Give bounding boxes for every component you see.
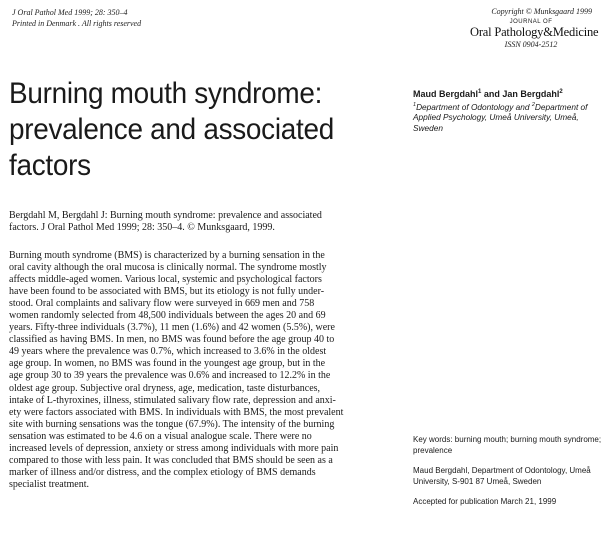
author-names <box>413 86 598 100</box>
correspondence-address: Maud Bergdahl, Department of Odontology, Umeå University, S-901 87 Umeå, Sweden <box>413 466 591 486</box>
author-2: Jan Bergdahl <box>502 89 560 99</box>
journal-name: Oral Pathology&Medicine <box>470 25 599 39</box>
issn: ISSN 0904-2512 <box>504 40 558 49</box>
copyright-notice: Copyright © Munksgaard 1999 <box>491 7 592 16</box>
abstract-text: Burning mouth syndrome (BMS) is characterized by a burning sensation in the oral cavity although the oral mucosa is clinically normal. The syndrome mostly affects middle-aged women. Various local, systemic and psychological factors have been found to be associated with BMS, but its etiology is not fully under- stood. Oral complaints and salivary flow were surveyed in 669 men and 758 women randomly selected from 48,500 individuals between the ages 20 and 69 years. Fifty-three individuals (3.7%), 11 men (1.6%) and 42 women (5.5%), were classified as having BMS. In men, no BMS was found before the age group 40 to 49 years where the prevalence was 0.7%, which increased to 3.6% in the oldest age group. In women, no BMS was found in the youngest age group, but in the age group 30 to 39 years the prevalence was 0.6% and increased to 12.2% in the oldest age group. Subjective oral dryness, age, medication, taste disturbances, intake of L-thyroxines, illness, stimulated salivary flow rate, depression and anxi- ety were factors associated with BMS. In individuals with BMS, the most prevalent site with burning sensations was the tongue (67.9%). The intensity of the burning sensation was estimated to be 4.6 on a visual analogue scale. There were no increased levels of depression, anxiety or stress among individuals with more pain compared to those with less pain. It was concluded that BMS should be seen as a marker of illness and/or distress, and the complex etiology of BMS demands specialist treatment. <box>9 250 344 490</box>
author-2-sup: 2 <box>559 89 563 95</box>
keywords: Key words: burning mouth; burning mouth syndrome; prevalence <box>413 435 602 455</box>
affiliation-part-1: Department of Odontology and <box>416 101 532 112</box>
journal-citation-header <box>12 7 141 29</box>
affiliation-sup-2: 2 <box>531 102 535 108</box>
affiliation-part-2: Department of Applied Psychology, Umeå University, Umeå, Sweden <box>413 101 588 133</box>
affiliation <box>413 100 598 133</box>
accepted-date: Accepted for publication March 21, 1999 <box>413 497 557 506</box>
header-printed-line: Printed in Denmark . All rights reserved <box>12 19 142 28</box>
affiliation-sup-1: 1 <box>413 102 417 108</box>
journal-prefix: JOURNAL OF <box>509 19 553 25</box>
author-connector: and <box>481 89 503 99</box>
author-1: Maud Bergdahl <box>413 89 479 99</box>
article-title: Burning mouth syndrome: prevalence and associated factors <box>9 77 334 182</box>
header-citation-line: J Oral Pathol Med 1999; 28: 350–4 <box>12 8 128 17</box>
journal-logo <box>470 19 599 50</box>
author-1-sup: 1 <box>478 89 482 95</box>
article-citation: Bergdahl M, Bergdahl J: Burning mouth syndrome: prevalence and associated factors. J Oral Pathol Med 1999; 28: 350–4. © Munksgaard, 1999. <box>9 210 322 233</box>
author-block <box>413 86 598 133</box>
